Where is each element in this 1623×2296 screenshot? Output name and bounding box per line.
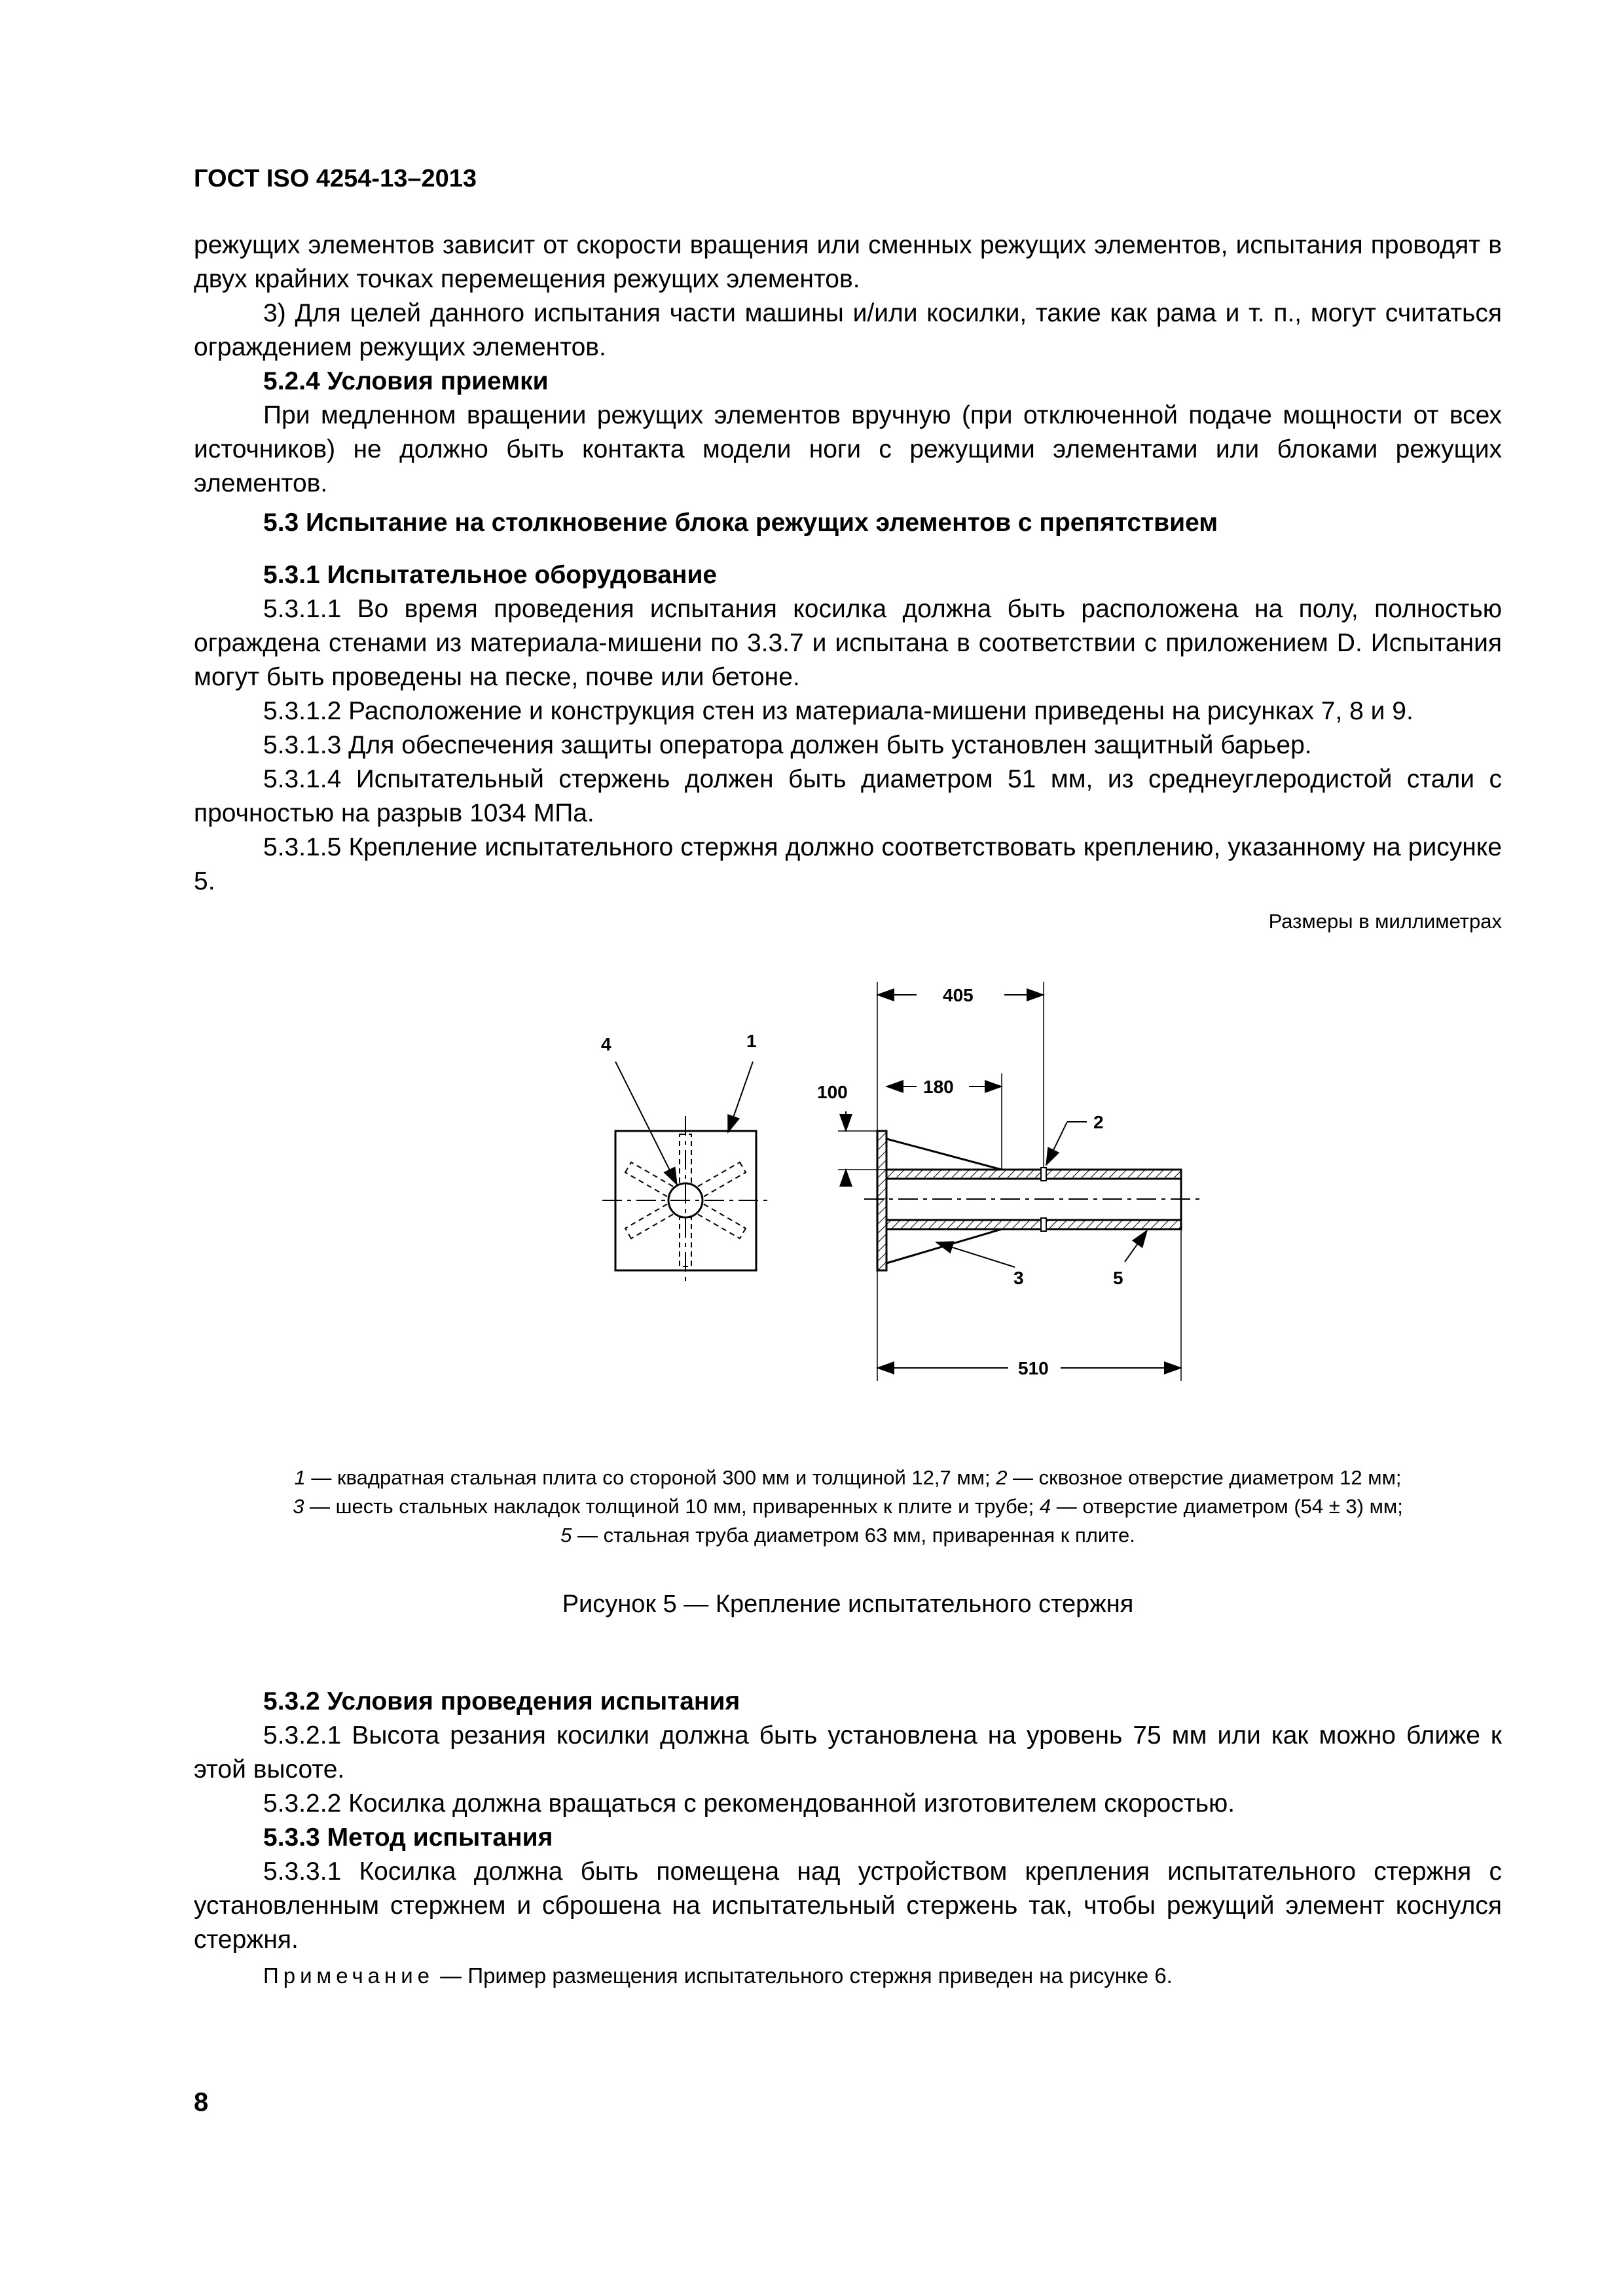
paragraph-5-3-3-1: 5.3.3.1 Косилка должна быть помещена над устройством крепления испытательного стержня с установленным стержнем и сброшена на испытательный стержень так, чтобы режущий элемент коснулся стержня. <box>194 1857 1502 1954</box>
side-view <box>817 982 1205 1381</box>
legend-text-1: — квадратная стальная плита со стороной 300 мм и толщиной 12,7 мм; <box>305 1466 996 1489</box>
figure-legend-line-1 <box>194 1463 1502 1492</box>
label-5: 5 <box>1113 1268 1123 1288</box>
label-4: 4 <box>601 1034 611 1054</box>
figure-5-drawing <box>576 962 1231 1388</box>
heading-5-3-3: 5.3.3 Метод испытания <box>263 1823 553 1852</box>
legend-text-5: — стальная труба диаметром 63 мм, приваренная к плите. <box>572 1524 1135 1547</box>
paragraph-5-3-1-2: 5.3.1.2 Расположение и конструкция стен из материала-мишени приведены на рисунках 7, 8 и 9. <box>263 697 1413 725</box>
legend-num-5: 5 <box>560 1524 572 1547</box>
heading-5-3-2: 5.3.2 Условия проведения испытания <box>263 1687 740 1715</box>
paragraph-5-3-1-3: 5.3.1.3 Для обеспечения защиты оператора должен быть установлен защитный барьер. <box>263 731 1312 759</box>
legend-num-4: 4 <box>1039 1495 1051 1518</box>
figure-legend-line-3 <box>194 1521 1502 1550</box>
legend-num-3: 3 <box>293 1495 304 1518</box>
document-header: ГОСТ ISO 4254-13–2013 <box>194 165 477 192</box>
legend-num-2: 2 <box>996 1466 1008 1489</box>
dim-180: 180 <box>923 1077 954 1097</box>
dim-100: 100 <box>817 1082 848 1102</box>
front-view <box>601 1031 773 1283</box>
label-1: 1 <box>746 1031 757 1051</box>
heading-5-3: 5.3 Испытание на столкновение блока режущих элементов с препятствием <box>263 509 1218 537</box>
note <box>263 1964 1173 1988</box>
paragraph-5-3-1-5: 5.3.1.5 Крепление испытательного стержня должно соответствовать креплению, указанному на рисунке 5. <box>194 833 1502 895</box>
legend-text-2: — сквозное отверстие диаметром 12 мм; <box>1007 1466 1402 1489</box>
units-note: Размеры в миллиметрах <box>1268 910 1502 933</box>
label-2: 2 <box>1093 1112 1104 1132</box>
legend-text-3: — шесть стальных накладок толщиной 10 мм, приваренных к плите и трубе; <box>304 1495 1040 1518</box>
legend-text-4: — отверстие диаметром (54 ± 3) мм; <box>1051 1495 1403 1518</box>
paragraph-5-3-2-2: 5.3.2.2 Косилка должна вращаться с рекомендованной изготовителем скоростью. <box>263 1789 1235 1818</box>
note-label: Примечание <box>263 1964 435 1988</box>
paragraph-item-3: 3) Для целей данного испытания части машины и/или косилки, такие как рама и т. п., могут считаться ограждением режущих элементов. <box>194 299 1502 361</box>
heading-5-3-1: 5.3.1 Испытательное оборудование <box>263 561 718 589</box>
note-text: — Пример размещения испытательного стержня приведен на рисунке 6. <box>434 1964 1173 1988</box>
dim-405: 405 <box>943 985 974 1005</box>
paragraph-continuation: режущих элементов зависит от скорости вращения или сменных режущих элементов, испытания проводят в двух крайних точках перемещения режущих элементов. <box>194 231 1502 293</box>
heading-5-2-4: 5.2.4 Условия приемки <box>263 367 549 395</box>
legend-num-1: 1 <box>294 1466 306 1489</box>
label-3: 3 <box>1013 1268 1024 1288</box>
figure-caption: Рисунок 5 — Крепление испытательного стержня <box>562 1590 1134 1618</box>
paragraph-acceptance: При медленном вращении режущих элементов вручную (при отключенной подаче мощности от всех источников) не должно быть контакта модели ноги с режущими элементами или блоками режущих элементов. <box>194 401 1502 497</box>
paragraph-5-3-1-4: 5.3.1.4 Испытательный стержень должен быть диаметром 51 мм, из среднеуглеродистой стали с прочностью на разрыв 1034 МПа. <box>194 765 1502 827</box>
paragraph-5-3-2-1: 5.3.2.1 Высота резания косилки должна быть установлена на уровень 75 мм или как можно ближе к этой высоте. <box>194 1721 1502 1784</box>
paragraph-5-3-1-1: 5.3.1.1 Во время проведения испытания косилка должна быть расположена на полу, полностью ограждена стенами из материала-мишени по 3.3.7 и испытана в соответствии с приложением D. Испытания могут быть проведены на песке, почве или бетоне. <box>194 595 1502 691</box>
dim-510: 510 <box>1018 1358 1049 1378</box>
page-number: 8 <box>194 2088 209 2117</box>
figure-legend-line-2 <box>194 1492 1502 1521</box>
